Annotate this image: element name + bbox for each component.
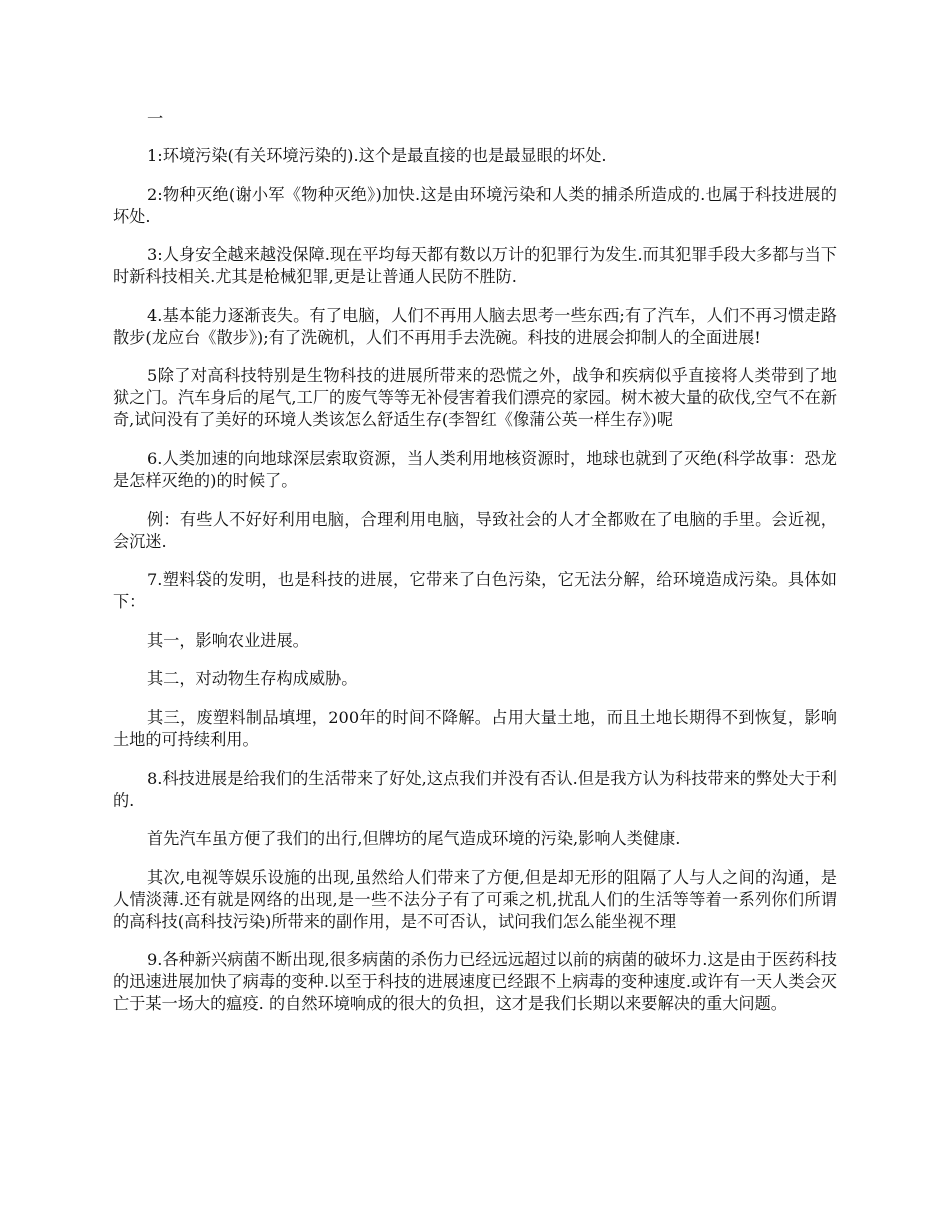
paragraph-8-second: 其次,电视等娱乐设施的出现,虽然给人们带来了方便,但是却无形的阻隔了人与人之间的沟通，是人情淡薄.还有就是网络的出现,是一些不法分子有了可乘之机,扰乱人们的生活等等着一系列你们所谓的高科技(高科技污染)所带来的副作用，是不可否认，试问我们怎么能坐视不理 — [113, 867, 837, 931]
paragraph-5: 5除了对高科技特别是生物科技的进展所带来的恐慌之外，战争和疾病似乎直接将人类带到了地狱之门。汽车身后的尾气,工厂的废气等等无补侵害着我们漂亮的家园。树木被大量的砍伐,空气不在新奇,试问没有了美好的环境人类该怎么舒适生存(李智红《像蒲公英一样生存》)呢 — [113, 366, 837, 430]
paragraph-1: 1:环境污染(有关环境污染的).这个是最直接的也是最显眼的坏处. — [147, 146, 607, 165]
section-marker: 一 — [147, 109, 164, 128]
document-body — [113, 108, 837, 1032]
paragraph-6: 6.人类加速的向地球深层索取资源，当人类利用地核资源时，地球也就到了灭绝(科学故事：恐龙是怎样灭绝的)的时候了。 — [113, 448, 837, 490]
paragraph-3: 3:人身安全越来越没保障.现在平均每天都有数以万计的犯罪行为发生.而其犯罪手段大多都与当下时新科技相关.尤其是枪械犯罪,更是让普通人民防不胜防. — [113, 245, 837, 287]
paragraph-7-item-3: 其三，废塑料制品填埋，200年的时间不降解。占用大量土地，而且土地长期得不到恢复，影响土地的可持续利用。 — [113, 707, 837, 749]
paragraph-9: 9.各种新兴病菌不断出现,很多病菌的杀伤力已经远远超过以前的病菌的破坏力.这是由于医药科技的迅速进展加快了病毒的变种.以至于科技的进展速度已经跟不上病毒的变种速度.或许有一天人类会灭亡于某一场大的瘟疫. 的自然环境响成的很大的负担，这才是我们长期以来要解决的重大问题。 — [113, 950, 837, 1014]
paragraph-4: 4.基本能力逐渐丧失。有了电脑，人们不再用人脑去思考一些东西;有了汽车，人们不再习惯走路散步(龙应台《散步》);有了洗碗机，人们不再用手去洗碗。科技的进展会抑制人的全面进展! — [113, 305, 837, 347]
paragraph-8: 8.科技进展是给我们的生活带来了好处,这点我们并没有否认.但是我方认为科技带来的弊处大于利的. — [113, 768, 837, 810]
paragraph-7: 7.塑料袋的发明，也是科技的进展，它带来了白色污染，它无法分解，给环境造成污染。具体如下： — [113, 570, 837, 612]
paragraph-7-item-1: 其一，影响农业进展。 — [147, 630, 309, 650]
paragraph-2: 2:物种灭绝(谢小军《物种灭绝》)加快.这是由环境污染和人类的捕杀所造成的.也属于科技进展的坏处. — [113, 184, 837, 226]
paragraph-example: 例：有些人不好好利用电脑，合理利用电脑，导致社会的人才全都败在了电脑的手里。会近视，会沉迷. — [113, 509, 837, 551]
paragraph-7-item-2: 其二，对动物生存构成威胁。 — [147, 669, 358, 689]
paragraph-8-first: 首先汽车虽方便了我们的出行,但牌坊的尾气造成环境的污染,影响人类健康. — [147, 829, 681, 849]
